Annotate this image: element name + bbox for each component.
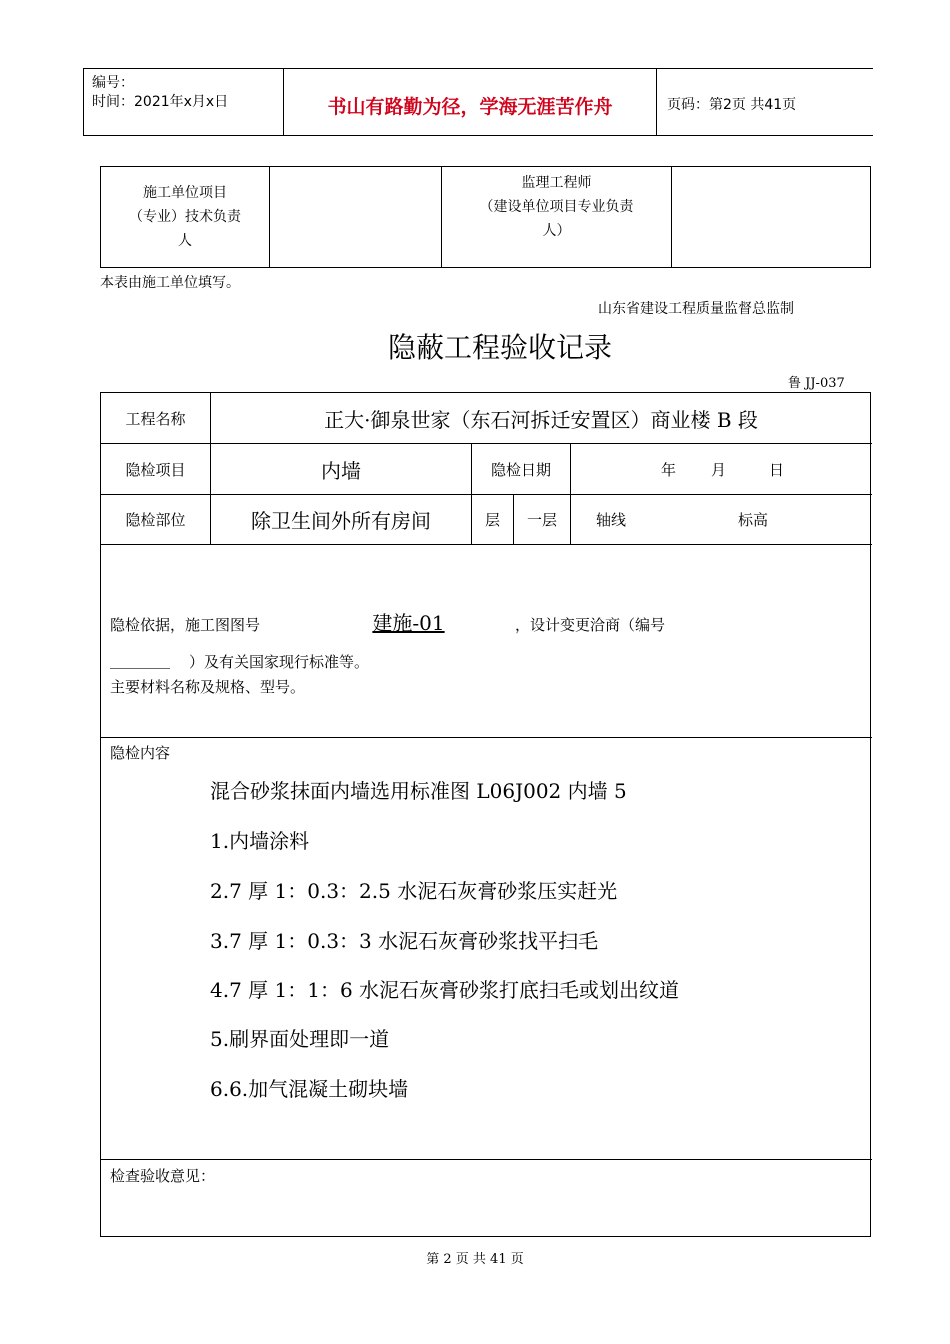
date-year[interactable]: 年	[661, 460, 677, 479]
content-line: 混合砂浆抹面内墙选用标准图 L06J002 内墙 5	[210, 779, 627, 803]
inspection-location-value[interactable]: 除卫生间外所有房间	[251, 509, 431, 533]
opinion-label: 检查验收意见：	[110, 1167, 216, 1185]
header-time: 时间：2021年x月x日	[92, 94, 229, 110]
row-divider	[101, 1159, 872, 1160]
content-line: 5.刷界面处理即一道	[210, 1027, 390, 1051]
inspection-date-label: 隐检日期	[490, 460, 551, 479]
fill-note: 本表由施工单位填写。	[100, 275, 240, 291]
row-divider	[101, 737, 872, 738]
signature-table	[100, 166, 871, 268]
header-divider	[656, 68, 657, 136]
floor-label: 层	[484, 511, 500, 529]
header-bottom-rule	[83, 135, 873, 136]
date-day[interactable]: 日	[769, 460, 785, 479]
content-line: 1.内墙涂料	[210, 829, 310, 853]
project-name-label: 工程名称	[125, 409, 186, 428]
elevation-label: 标高	[738, 511, 769, 529]
supervisor-signature-cell[interactable]	[672, 167, 871, 268]
issuing-org: 山东省建设工程质量监督总监制	[598, 301, 794, 317]
page-footer: 第 2 页 共 41 页	[426, 1252, 524, 1267]
tech-lead-label: 施工单位项目 （专业）技术负责 人	[101, 167, 270, 268]
basis-prefix: 隐检依据，施工图图号	[110, 616, 261, 634]
inspection-item-label: 隐检项目	[125, 460, 186, 479]
date-month[interactable]: 月	[711, 460, 727, 479]
document-title: 隐蔽工程验收记录	[387, 331, 612, 364]
header-divider	[83, 68, 84, 136]
axis-label: 轴线	[596, 511, 627, 529]
header-divider	[283, 68, 284, 136]
header-page-info: 页码：第2页 共41页	[667, 97, 797, 113]
content-line: 6.6.加气混凝土砌块墙	[210, 1077, 409, 1101]
basis-drawing-number[interactable]: 建施-01	[372, 611, 445, 635]
col-divider	[570, 444, 571, 544]
content-line: 3.7 厚 1：0.3：3 水泥石灰膏砂浆找平扫毛	[210, 929, 599, 953]
form-number: 鲁 JJ-037	[788, 376, 845, 391]
content-label: 隐检内容	[110, 744, 171, 762]
header-motto: 书山有路勤为径，学海无涯苦作舟	[327, 96, 613, 118]
inspection-form	[100, 392, 871, 1237]
tech-lead-signature-cell[interactable]	[270, 167, 442, 268]
inspection-item-value[interactable]: 内墙	[321, 458, 361, 483]
inspection-location-label: 隐检部位	[125, 511, 186, 529]
floor-value[interactable]: 一层	[526, 511, 557, 529]
supervisor-label: 监理工程师 （建设单位项目专业负责 人）	[442, 167, 672, 268]
project-name-value[interactable]: 正大·御泉世家（东石河拆迁安置区）商业楼 B 段	[324, 407, 758, 432]
basis-suffix: ，设计变更洽商（编号	[515, 616, 666, 634]
basis-line2: ）及有关国家现行标准等。	[189, 653, 370, 671]
header-code: 编号：	[92, 75, 134, 91]
content-line: 4.7 厚 1：1：6 水泥石灰膏砂浆打底扫毛或划出纹道	[210, 978, 680, 1002]
change-number-blank[interactable]: ________	[110, 651, 170, 669]
row-divider	[101, 544, 872, 545]
header-top-rule	[83, 68, 873, 69]
content-line: 2.7 厚 1：0.3：2.5 水泥石灰膏砂浆压实赶光	[210, 879, 618, 903]
materials-label: 主要材料名称及规格、型号。	[110, 678, 306, 696]
